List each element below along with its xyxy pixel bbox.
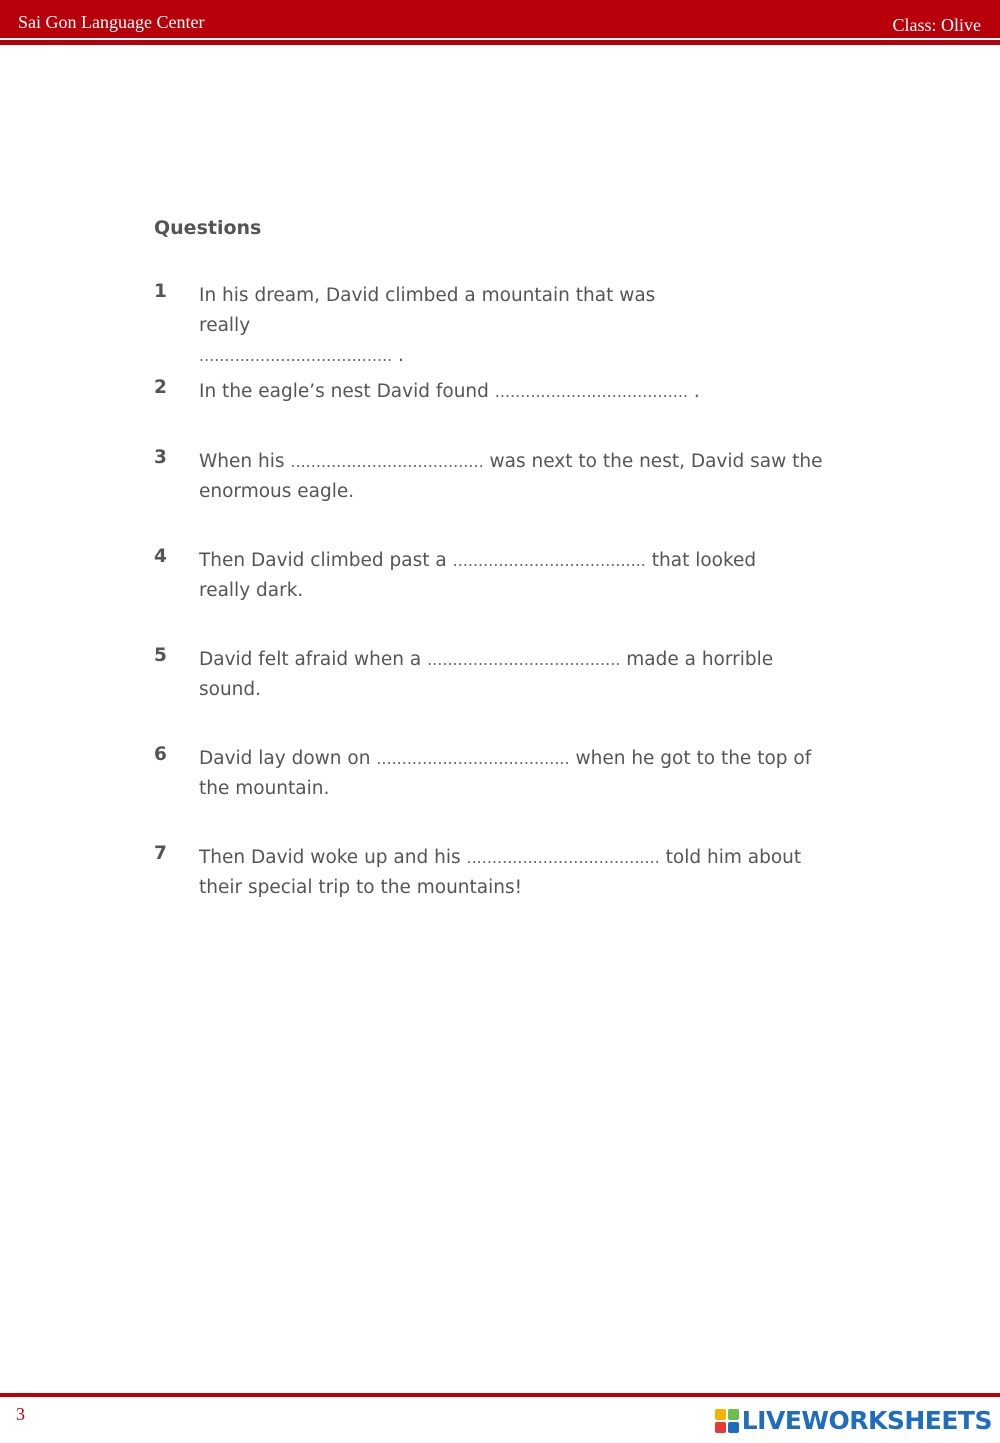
header-bar bbox=[0, 0, 1000, 38]
question-text-end: that looked really dark. bbox=[199, 550, 757, 601]
answer-blank[interactable]: ...................................... bbox=[199, 346, 393, 365]
question-4 bbox=[154, 546, 844, 606]
question-number: 2 bbox=[154, 377, 167, 398]
footer-divider bbox=[0, 1393, 1000, 1397]
question-text-end: . bbox=[392, 345, 405, 366]
question-text-end: told him about their special trip to the mountains! bbox=[199, 847, 802, 898]
liveworksheets-logo bbox=[715, 1406, 992, 1435]
question-number: 6 bbox=[154, 744, 167, 765]
question-3 bbox=[154, 447, 844, 507]
question-1 bbox=[154, 281, 844, 371]
question-number: 5 bbox=[154, 645, 167, 666]
question-text: David lay down on bbox=[199, 748, 377, 769]
question-7 bbox=[154, 843, 844, 903]
question-number: 4 bbox=[154, 546, 167, 567]
question-text: David felt afraid when a bbox=[199, 649, 428, 670]
answer-blank[interactable]: ...................................... bbox=[427, 650, 621, 669]
question-number: 3 bbox=[154, 447, 167, 468]
school-name: Sai Gon Language Center bbox=[18, 12, 205, 32]
question-text: When his bbox=[199, 451, 291, 472]
answer-blank[interactable]: ...................................... bbox=[376, 749, 570, 768]
answer-blank[interactable]: ...................................... bbox=[466, 848, 660, 867]
question-text-end: made a horrible sound. bbox=[199, 649, 774, 700]
question-text: In his dream, David climbed a mountain that was really bbox=[199, 285, 656, 336]
question-text-end: . bbox=[688, 381, 700, 402]
answer-blank[interactable]: ...................................... bbox=[494, 382, 689, 401]
question-2 bbox=[154, 377, 844, 407]
logo-square bbox=[728, 1409, 739, 1420]
question-text-end: when he got to the top of the mountain. bbox=[199, 748, 812, 799]
question-6 bbox=[154, 744, 844, 804]
question-text-end: was next to the nest, David saw the enormous eagle. bbox=[199, 451, 823, 502]
logo-square bbox=[715, 1422, 726, 1433]
question-5 bbox=[154, 645, 844, 705]
question-text: Then David climbed past a bbox=[199, 550, 453, 571]
question-text: Then David woke up and his bbox=[199, 847, 467, 868]
class-label: Class: Olive bbox=[892, 15, 981, 35]
question-text: In the eagle’s nest David found bbox=[199, 381, 495, 402]
logo-square bbox=[715, 1409, 726, 1420]
question-number: 7 bbox=[154, 843, 167, 864]
answer-blank[interactable]: ...................................... bbox=[290, 452, 484, 471]
logo-grid-icon bbox=[715, 1409, 739, 1433]
brand-name: LIVEWORKSHEETS bbox=[741, 1406, 992, 1435]
page-number: 3 bbox=[16, 1404, 25, 1424]
logo-square bbox=[728, 1422, 739, 1433]
questions-heading: Questions bbox=[154, 217, 262, 239]
answer-blank[interactable]: ...................................... bbox=[452, 551, 646, 570]
question-number: 1 bbox=[154, 281, 167, 302]
header-divider bbox=[0, 40, 1000, 45]
